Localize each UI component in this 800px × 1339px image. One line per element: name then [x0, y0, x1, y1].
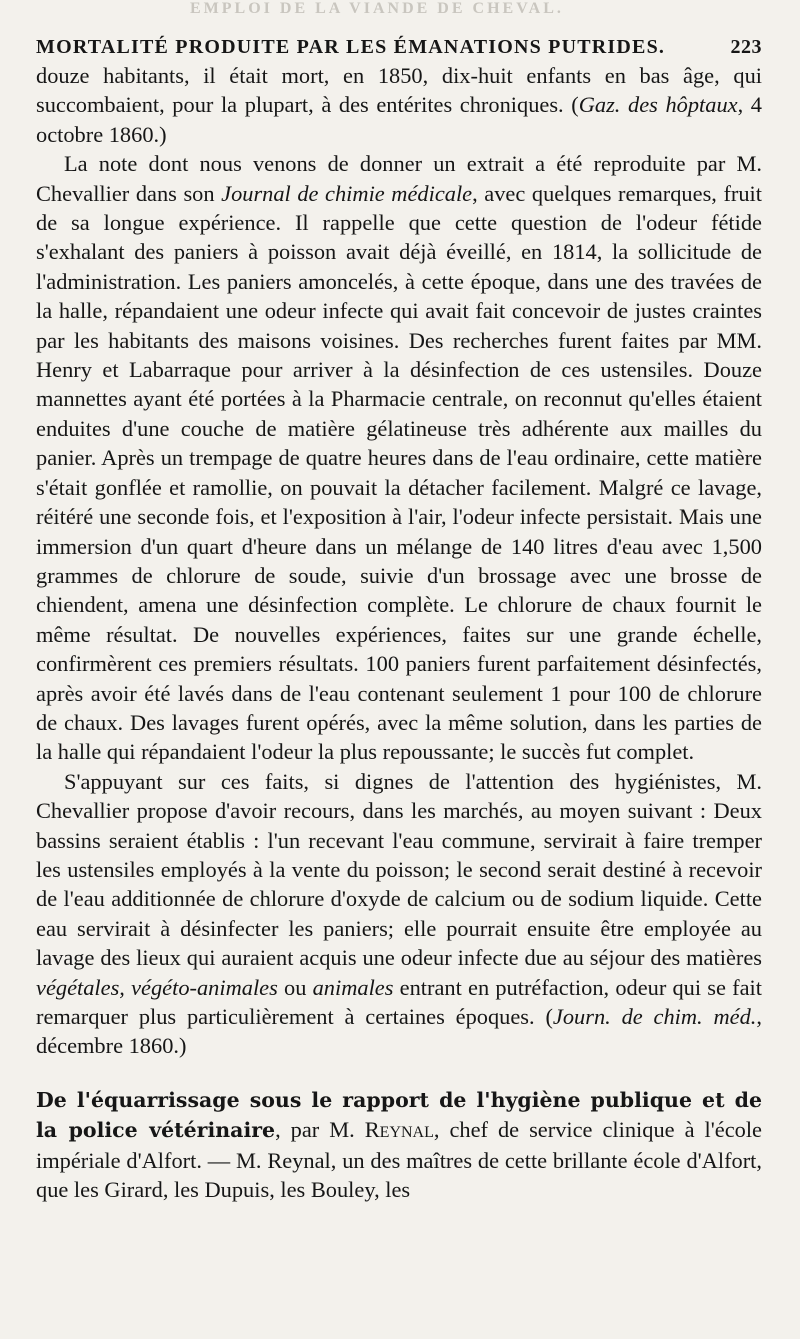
- page-body: [36, 61, 762, 1204]
- author-name: Reynal: [364, 1117, 434, 1143]
- section-gap: [36, 1061, 762, 1085]
- paragraph-1: [36, 61, 762, 149]
- term-italic: végétales, végéto-animales: [36, 974, 278, 1000]
- text-run: La note dont nous venons de donner un extrait a été reproduite par M. Chevallier dans son: [36, 151, 762, 206]
- text-run: entrant en putréfaction, odeur qui se fait remarquer plus particulièrement à certaines époques. (: [36, 974, 762, 1029]
- citation-italic: Journ. de chim. méd.: [552, 1004, 757, 1029]
- running-title: MORTALITÉ PRODUITE PAR LES ÉMANATIONS PUTRIDES.: [36, 36, 666, 58]
- text-run: , décembre 1860.): [36, 1004, 762, 1059]
- text-run: , chef de service clinique à l'école impériale d'Alfort. — M. Reynal, un des maîtres de cette brillante école d'Alfort, que les Girard, les Dupuis, les Bouley, les: [36, 1117, 762, 1203]
- term-italic: animales: [312, 974, 394, 1000]
- text-run: , par M.: [275, 1117, 365, 1143]
- page-number: 223: [730, 36, 762, 58]
- text-run: S'appuyant sur ces faits, si dignes de l'attention des hygiénistes, M. Chevallier propose d'avoir recours, dans les marchés, au moyen suivant : Deux bassins seraient établis : l'un recevant l'eau commune, servirait à faire tremper les ustensiles employés à la vente du poisson; le second serait destiné à recevoir de l'eau additionnée de chlorure d'oxyde de calcium ou de sodium liquide. Cette eau servirait à désinfecter les paniers; elle pourrait ensuite être employée au lavage des lieux qui auraient acquis une odeur infecte due au séjour des matières: [36, 768, 762, 971]
- text-run: douze habitants, il était mort, en 1850, dix-huit enfants en bas âge, qui succombaient, pour la plupart, à des entérites chroniques. (: [36, 63, 762, 118]
- bleed-through-text: EMPLOI DE LA VIANDE DE CHEVAL.: [190, 0, 564, 17]
- text-run: ou: [277, 974, 313, 1000]
- text-run: , 4 octobre 1860.): [36, 92, 762, 147]
- journal-title-italic: Journal de chimie médicale: [221, 180, 473, 206]
- paragraph-2: [36, 149, 762, 767]
- section-heading: De l'équarrissage sous le rapport de l'hygiène publique et de la police vétérinaire: [36, 1087, 762, 1143]
- text-run: , avec quelques remarques, fruit de sa longue expérience. Il rappelle que cette question de l'odeur fétide s'exhalant des paniers à poisson avait déjà éveillé, en 1814, la sollicitude de l'administration. Les paniers amoncelés, à cette époque, dans une des travées de la halle, répandaient une odeur infecte qui avait fait concevoir de justes craintes par les habitants des maisons voisines. Des recherches furent faites par MM. Henry et Labarraque pour arriver à la désinfection de ces ustensiles. Douze mannettes ayant été portées à la Pharmacie centrale, on reconnut qu'elles étaient enduites d'une couche de matière gélatineuse très adhérente aux mailles du panier. Après un trempage de quatre heures dans de l'eau ordinaire, cette matière s'était gonflée et ramollie, on pouvait la détacher facilement. Malgré ce lavage, réitéré une seconde fois, et l'exposition à l'air, l'odeur infecte persistait. Mais une immersion d'un quart d'heure dans un mélange de 140 litres d'eau avec 1,500 grammes de chlorure de soude, suivie d'un brossage avec une brosse de chiendent, amena une désinfection complète. Le chlorure de chaux fournit le même résultat. De nouvelles expériences, faites sur une grande échelle, confirmèrent ces premiers résultats. 100 paniers furent parfaitement désinfectés, après avoir été lavés dans de l'eau contenant seulement 1 pour 100 de chlorure de chaux. Des lavages furent opérés, avec la même solution, dans les parties de la halle qui répandaient l'odeur la plus repoussante; le succès fut complet.: [36, 180, 762, 765]
- citation-italic: Gaz. des hôptaux: [578, 92, 738, 118]
- paragraph-3: [36, 767, 762, 1061]
- running-header: [36, 36, 762, 59]
- paragraph-4: [36, 1085, 762, 1205]
